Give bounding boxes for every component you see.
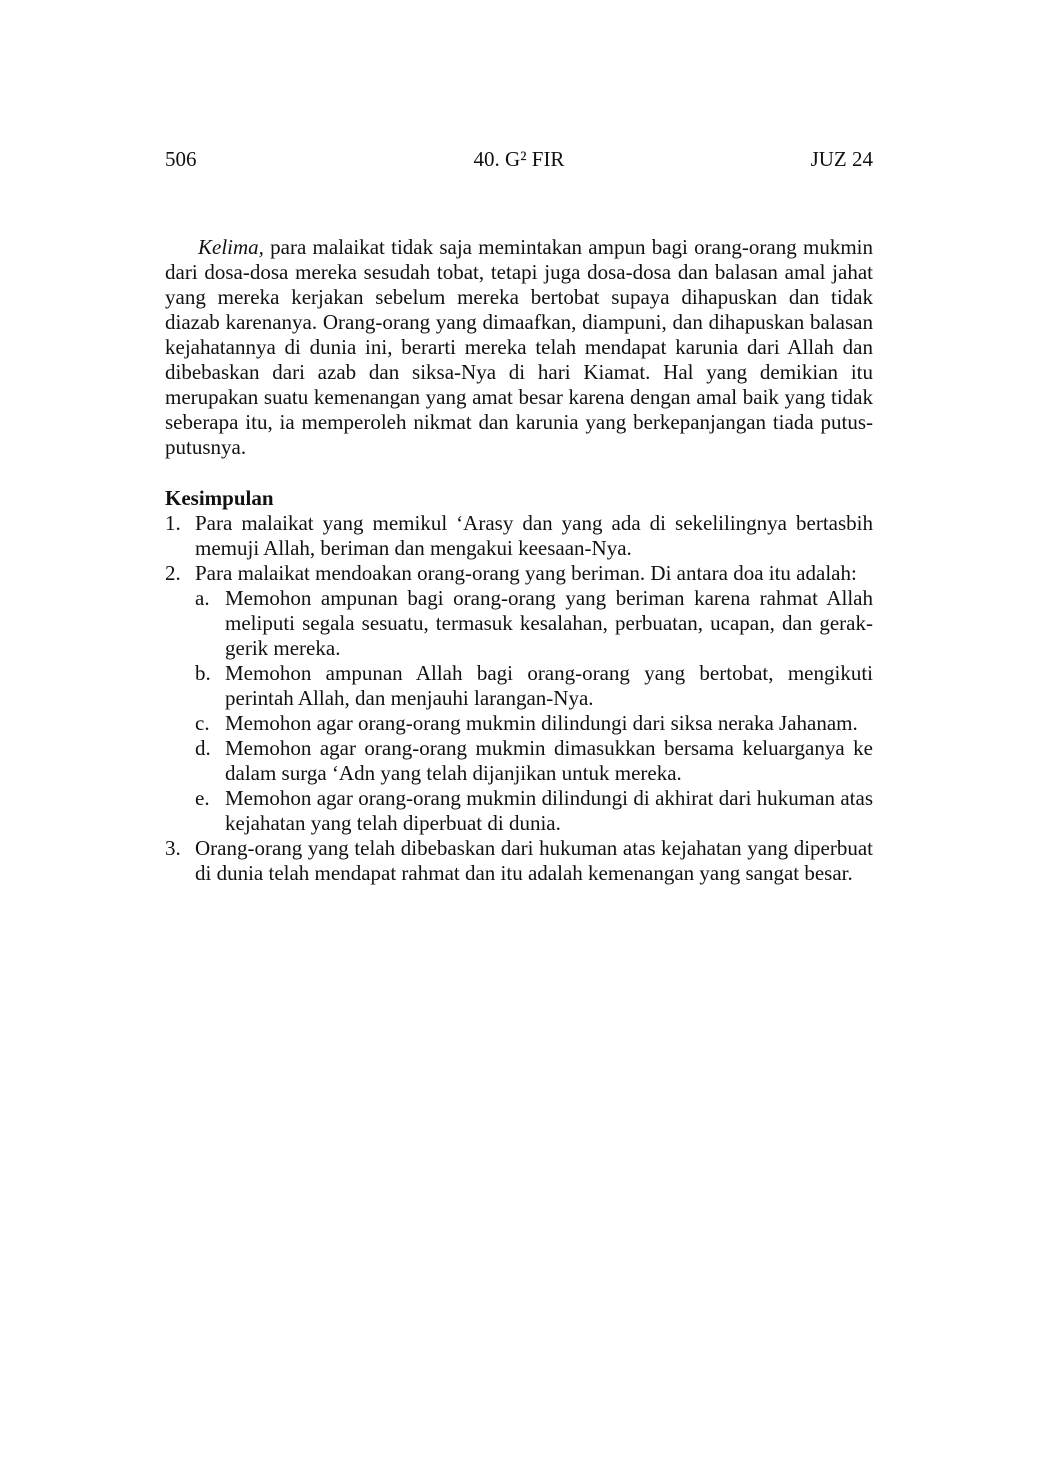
sublist-item-letter: b.	[195, 661, 211, 685]
list-item	[165, 561, 873, 836]
list-item-text: Para malaikat mendoakan orang-orang yang beriman. Di antara doa itu adalah:	[195, 561, 857, 585]
sublist-item	[195, 736, 873, 786]
sublist-item-letter: c.	[195, 711, 210, 735]
body-paragraph	[165, 235, 873, 460]
page-number: 506	[165, 147, 197, 171]
page-content	[165, 235, 873, 886]
sublist-item	[195, 786, 873, 836]
list-item-text: Para malaikat yang memikul ‘Arasy dan yang ada di sekelilingnya bertasbih memuji Allah, beriman dan mengakui keesaan-Nya.	[195, 511, 873, 560]
sublist-item-text: Memohon ampunan bagi orang-orang yang beriman karena rahmat Allah meliputi segala sesuatu, termasuk kesalahan, perbuatan, ucapan, dan gerak-gerik mereka.	[225, 586, 873, 660]
sublist-item-text: Memohon agar orang-orang mukmin dilindungi di akhirat dari hukuman atas kejahatan yang telah diperbuat di dunia.	[225, 786, 873, 835]
sublist-item	[195, 586, 873, 661]
conclusion-list	[165, 511, 873, 886]
sublist-item-text: Memohon agar orang-orang mukmin dilindungi dari siksa neraka Jahanam.	[225, 711, 858, 735]
list-item-number: 2.	[165, 561, 181, 585]
list-item-text: Orang-orang yang telah dibebaskan dari hukuman atas kejahatan yang diperbuat di dunia telah mendapat rahmat dan itu adalah kemenangan yang sangat besar.	[195, 836, 873, 885]
sublist-item-text: Memohon ampunan Allah bagi orang-orang yang bertobat, mengikuti perintah Allah, dan menjauhi larangan-Nya.	[225, 661, 873, 710]
sublist-item-text: Memohon agar orang-orang mukmin dimasukkan bersama keluarganya ke dalam surga ‘Adn yang telah dijanjikan untuk mereka.	[225, 736, 873, 785]
section-heading: Kesimpulan	[165, 486, 274, 510]
paragraph-text: para malaikat tidak saja memintakan ampun bagi orang-orang mukmin dari dosa-dosa mereka sesudah tobat, tetapi juga dosa-dosa dan balasan amal jahat yang mereka kerjakan sebelum mereka bertobat supaya dihapuskan dan tidak diazab karenanya. Orang-orang yang dimaafkan, diampuni, dan dihapuskan balasan kejahatannya di dunia ini, berarti mereka telah mendapat karunia dari Allah dan dibebaskan dari azab dan siksa-Nya di hari Kiamat. Hal yang demikian itu merupakan suatu kemenangan yang amat besar karena dengan amal baik yang tidak seberapa itu, ia memperoleh nikmat dan karunia yang berkepanjangan tiada putus-putusnya.	[165, 235, 873, 459]
juz-label: JUZ 24	[810, 147, 873, 171]
sublist-item	[195, 661, 873, 711]
list-item	[165, 836, 873, 886]
sublist-item-letter: a.	[195, 586, 210, 610]
doa-sublist	[195, 586, 873, 836]
sublist-item-letter: e.	[195, 786, 210, 810]
sublist-item-letter: d.	[195, 736, 211, 760]
paragraph-lead: Kelima,	[198, 235, 264, 259]
surah-title: 40. G² FIR	[473, 147, 565, 171]
list-item-number: 3.	[165, 836, 181, 860]
sublist-item	[195, 711, 873, 736]
list-item-number: 1.	[165, 511, 181, 535]
list-item	[165, 511, 873, 561]
